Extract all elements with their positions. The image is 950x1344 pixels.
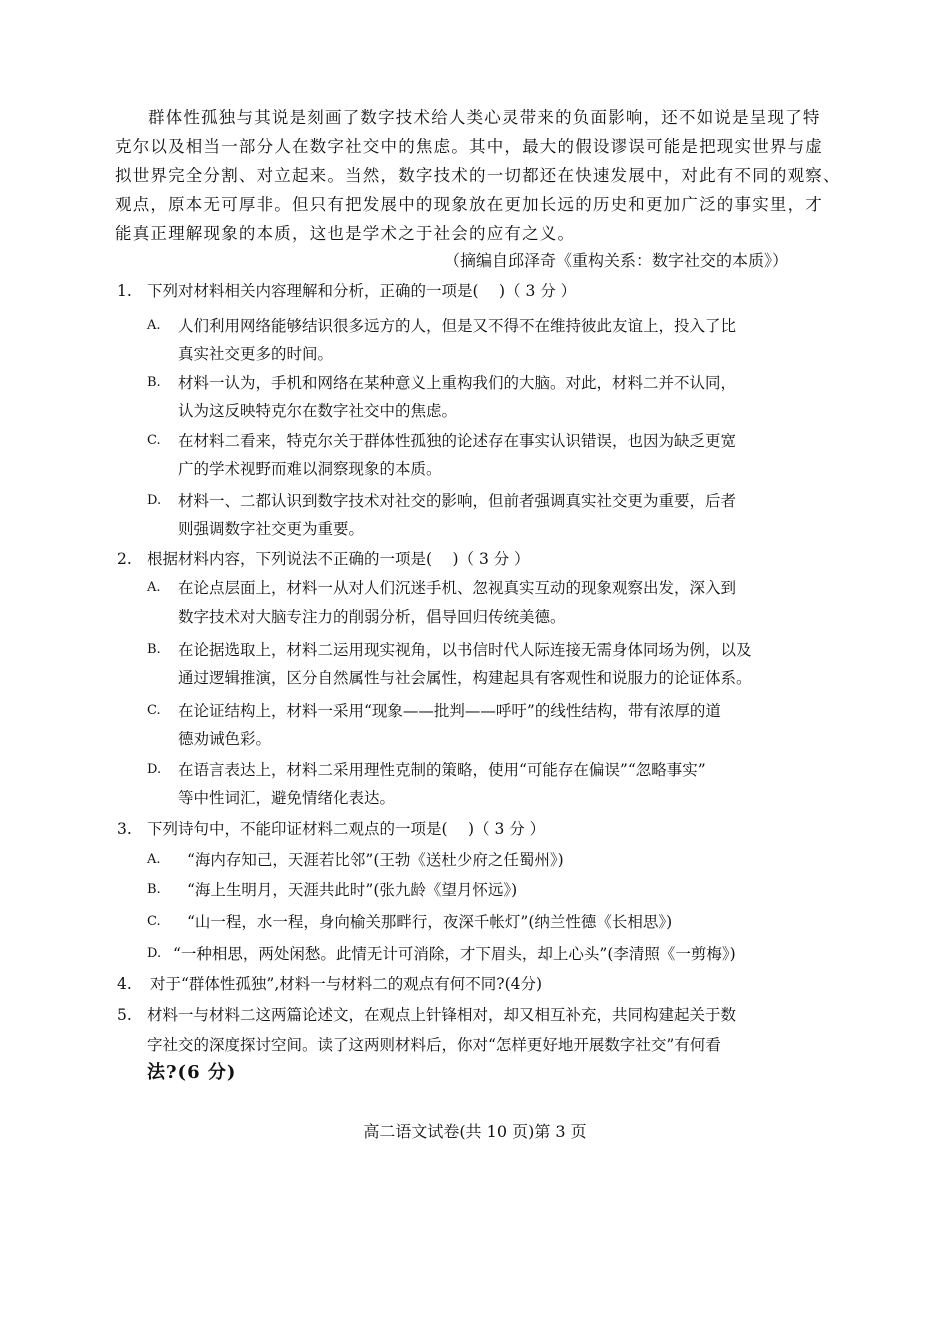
question-number: 1.: [117, 282, 132, 300]
question-stem: 材料一与材料二这两篇论述文，在观点上针锋相对，却又相互补充，共同构建起关于数: [147, 1006, 737, 1024]
question-number: 5.: [117, 1006, 132, 1024]
option-letter: B.: [147, 642, 161, 657]
option-text: 广的学术视野而难以洞察现象的本质。: [178, 460, 442, 478]
question-number: 2.: [117, 550, 132, 568]
page-footer: 高二语文试卷(共 10 页)第 3 页: [363, 1122, 587, 1141]
question-stem: 字社交的深度探讨空间。读了这两则材料后，你对“怎样更好地开展数字社交”有何看: [147, 1036, 721, 1054]
question-5-stem: [147, 1000, 827, 1060]
option-text: 人们利用网络能够结识很多远方的人，但是又不得不在维持彼此友谊上，投入了比: [178, 317, 737, 335]
option-text: 则强调数字社交更为重要。: [178, 520, 365, 538]
passage-source: （摘编自邱泽奇《重构关系：数字社交的本质》）: [443, 251, 788, 270]
option-letter: D.: [147, 493, 162, 508]
passage-paragraph: [115, 103, 841, 248]
passage-line: 群体性孤独与其说是刻画了数字技术给人类心灵带来的负面影响，还不如说是呈现了特: [148, 108, 821, 127]
question-number: 3.: [117, 820, 132, 838]
option-text: “海内存知己，天涯若比邻”(王勃《送杜少府之任蜀州》): [187, 851, 564, 869]
question-stem: 下列对材料相关内容理解和分析，正确的一项是( )（ 3 分 ）: [147, 282, 577, 300]
option-text: “山一程，水一程，身向榆关那畔行，夜深千帐灯”(纳兰性德《长相思》): [187, 913, 673, 931]
option-text: 德劝诫色彩。: [178, 730, 272, 748]
passage-line: 观点，原本无可厚非。但只有把发展中的现象放在更加长远的历史和更加广泛的事实里，才: [115, 195, 823, 214]
question-stem: 下列诗句中，不能印证材料二观点的一项是( )（ 3 分 ）: [147, 820, 546, 838]
option-letter: A.: [147, 318, 161, 333]
passage-line: 能真正理解现象的本质，这也是学术之于社会的应有之义。: [115, 224, 576, 243]
question-stem: 根据材料内容，下列说法不正确的一项是( )（ 3 分 ）: [147, 550, 530, 568]
option-text: 在语言表达上，材料二采用理性克制的策略，使用“可能存在偏误”“忽略事实”: [178, 761, 706, 779]
option-letter: A.: [147, 852, 161, 867]
option-letter: B.: [147, 882, 161, 897]
option-text: 材料一、二都认识到数字技术对社交的影响，但前者强调真实社交更为重要，后者: [178, 492, 737, 510]
option-text: 在论证结构上，材料一采用“现象——批判——呼吁”的线性结构，带有浓厚的道: [178, 702, 721, 720]
option-text: 认为这反映特克尔在数字社交中的焦虑。: [178, 402, 458, 420]
option-text: 数字技术对大脑专注力的削弱分析，倡导回归传统美德。: [178, 608, 566, 626]
question-stem: 对于“群体性孤独”,材料一与材料二的观点有何不同?(4分): [150, 975, 543, 993]
option-text: 真实社交更多的时间。: [178, 345, 334, 363]
option-letter: C.: [147, 914, 161, 929]
option-letter: C.: [147, 703, 161, 718]
option-letter: C.: [147, 433, 161, 448]
option-letter: D.: [147, 762, 162, 777]
question-number: 4.: [117, 975, 132, 993]
option-letter: A.: [147, 580, 161, 595]
option-text: 等中性词汇，避免情绪化表达。: [178, 789, 396, 807]
option-letter: B.: [147, 375, 161, 390]
option-text: 在材料二看来，特克尔关于群体性孤独的论述存在事实认识错误，也因为缺乏更宽: [178, 432, 737, 450]
option-text: 在论点层面上，材料一从对人们沉迷手机、忽视真实互动的现象观察出发，深入到: [178, 579, 737, 597]
passage-line: 克尔以及相当一部分人在数字社交中的焦虑。其中，最大的假设谬误可能是把现实世界与虚: [115, 137, 823, 156]
option-text: 材料一认为，手机和网络在某种意义上重构我们的大脑。对此，材料二并不认同，: [178, 374, 737, 392]
option-letter: D.: [147, 946, 162, 961]
question-stem: 法?(6 分): [147, 1062, 237, 1083]
passage-line: 拟世界完全分割、对立起来。当然，数字技术的一切都还在快速发展中，对此有不同的观察、: [115, 166, 841, 185]
option-text: “海上生明月，天涯共此时”(张九龄《望月怀远》): [187, 881, 518, 899]
option-text: 在论据选取上，材料二运用现实视角，以书信时代人际连接无需身体同场为例，以及: [178, 641, 752, 659]
option-text: “一种相思，两处闲愁。此情无计可消除，才下眉头，却上心头”(李清照《一剪梅》): [173, 945, 736, 963]
option-text: 通过逻辑推演，区分自然属性与社会属性，构建起具有客观性和说服力的论证体系。: [178, 669, 752, 687]
